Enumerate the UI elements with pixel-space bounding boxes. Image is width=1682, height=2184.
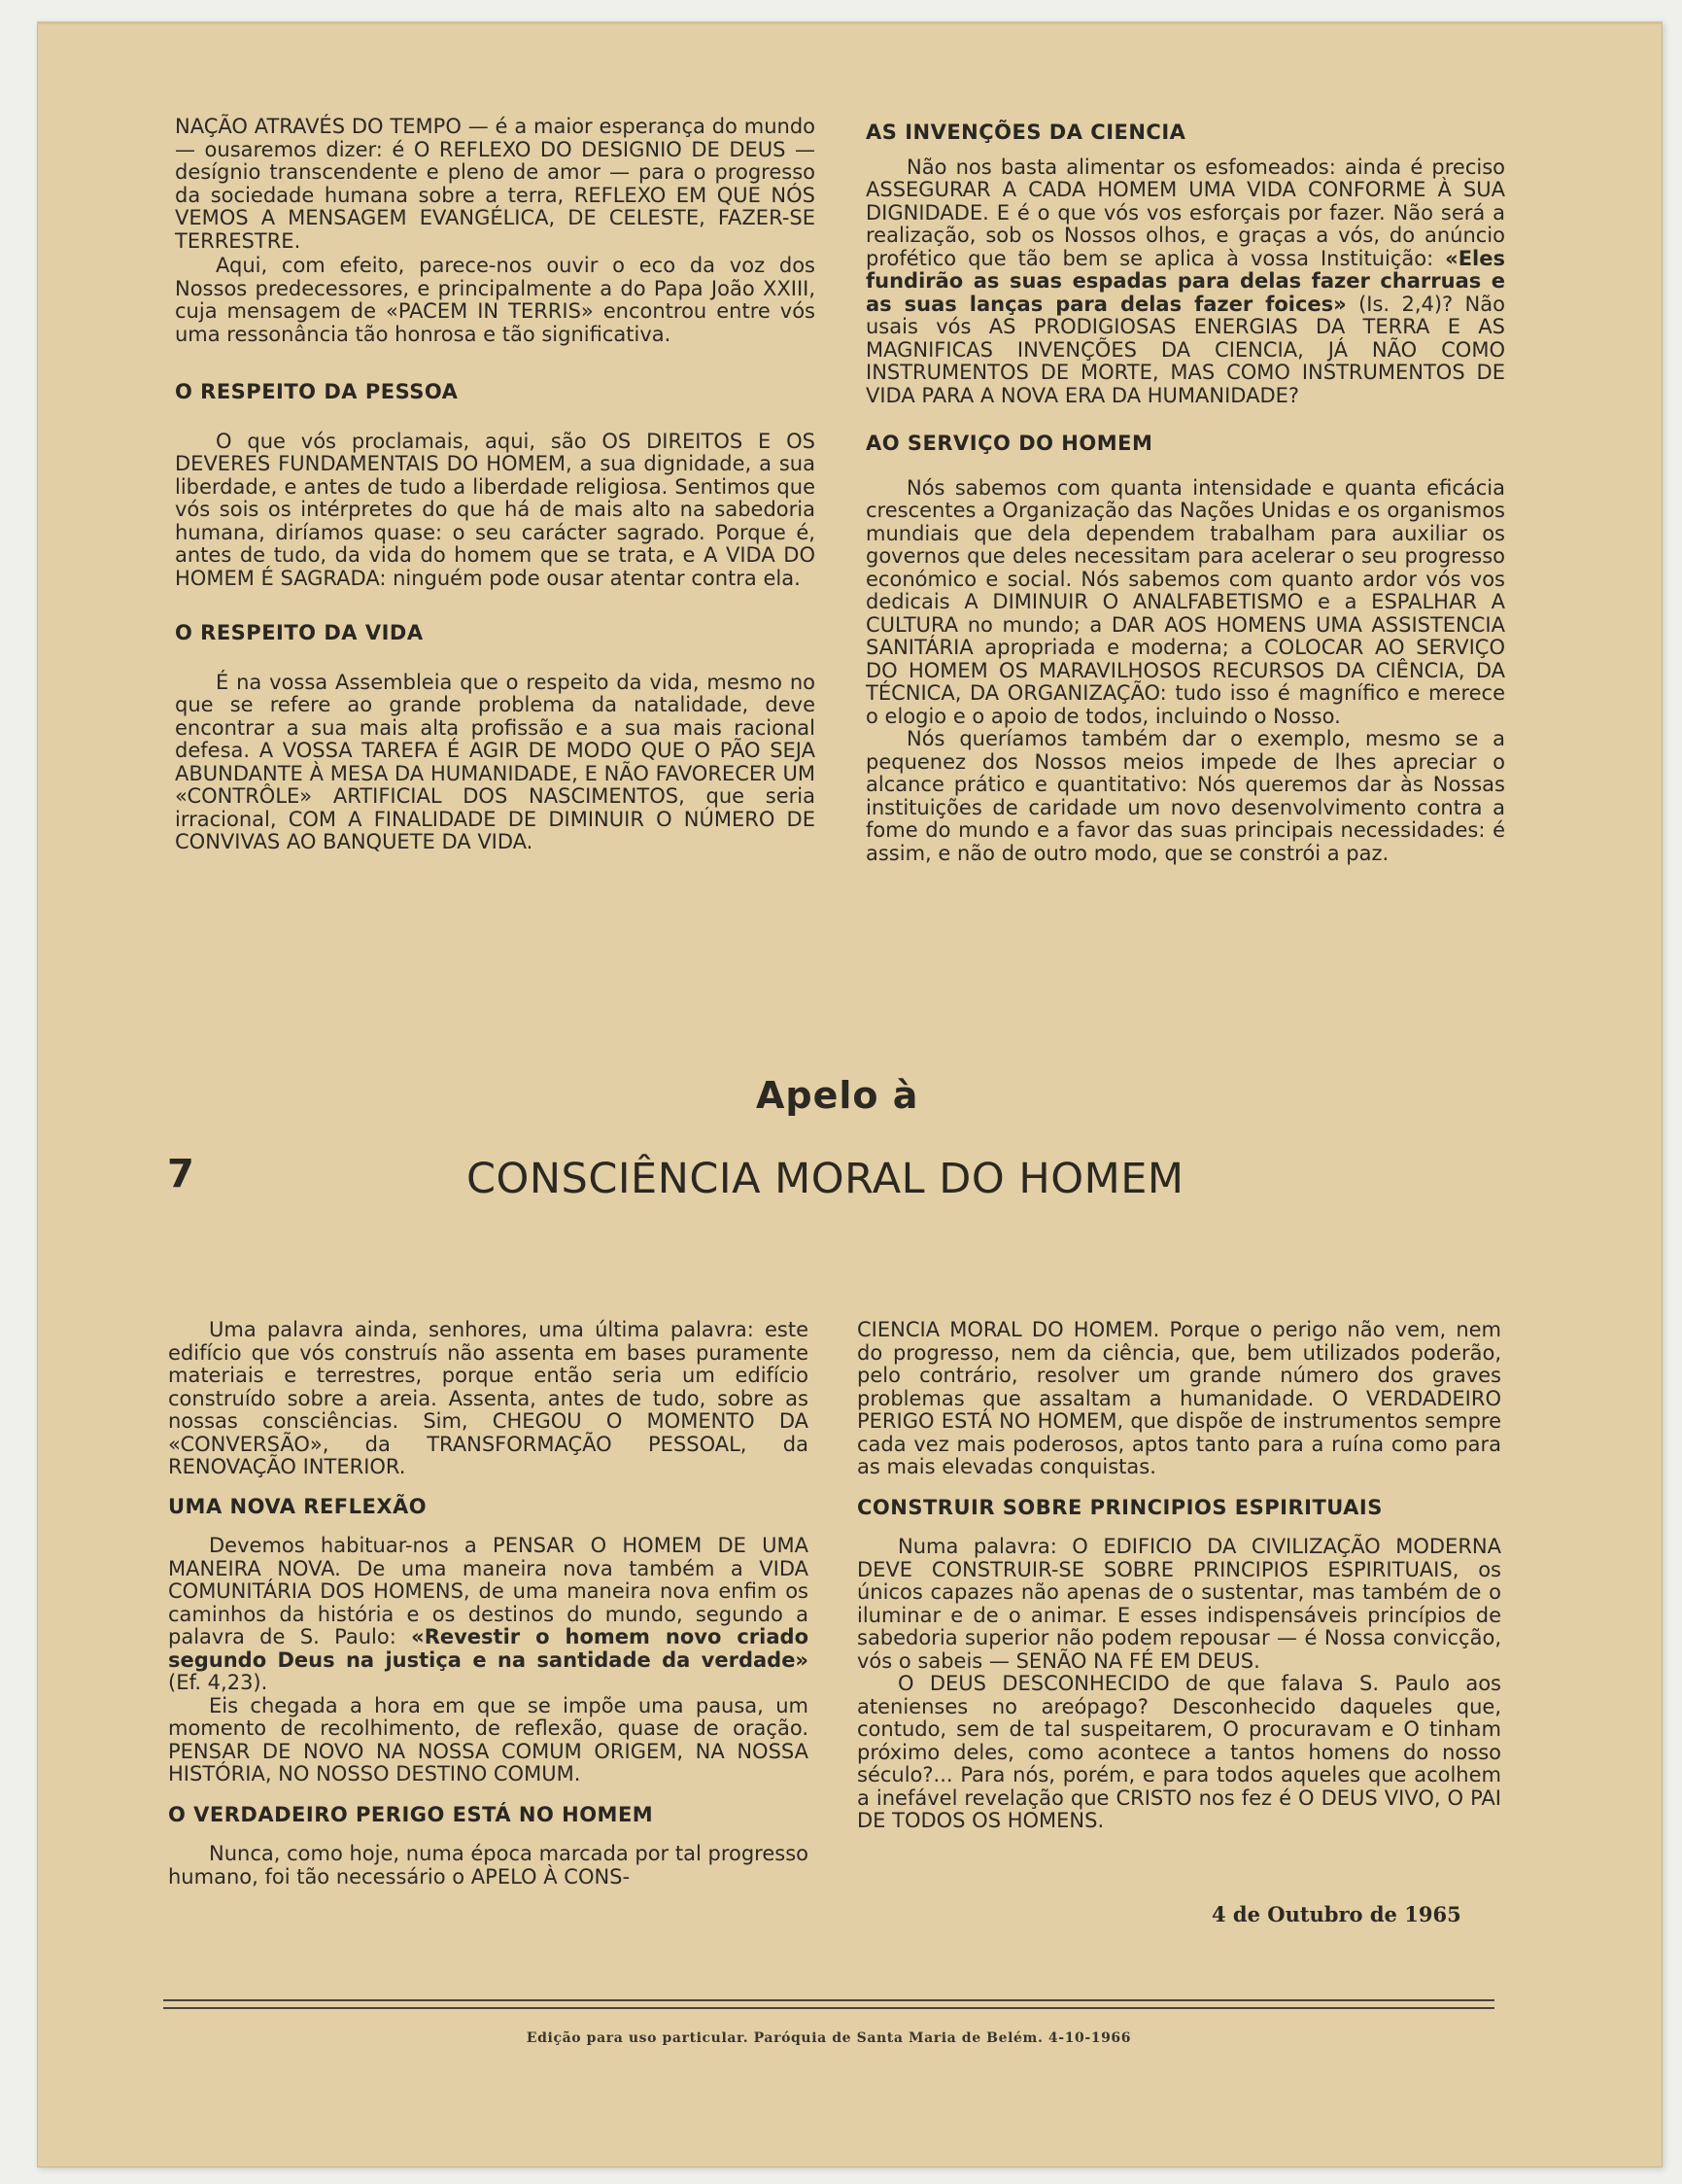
section-title: CONSCIÊNCIA MORAL DO HOMEM [466, 1155, 1184, 1203]
paragraph: CIENCIA MORAL DO HOMEM. Porque o perigo não vem, nem do progresso, nem da ciência, que, bem utilizados poderão, pelo contrário, resolver um grande número dos graves problemas que assaltam a humanidade. O VERDADEIRO PERIGO ESTÁ NO HOMEM, que dispõe de instrumentos sempre cada vez mais poderosos, aptos tanto para a ruína como para as mais elevadas conquistas. [857, 1318, 1501, 1478]
paragraph: O que vós proclamais, aqui, são OS DIREITOS E OS DEVERES FUNDAMENTAIS DO HOMEM, a sua dignidade, a sua liberdade, e antes de tudo a liberdade religiosa. Sentimos que vós sois os intérpretes do que há de mais alto na sabedoria humana, diríamos quase: o seu carácter sagrado. Porque é, antes de tudo, da vida do homem que se trata, e A VIDA DO HOMEM É SAGRADA: ninguém pode ousar atentar contra ela. [175, 429, 815, 590]
paragraph-text: (Is. 2,4)? Não usais vós AS PRODIGIOSAS ENERGIAS DA TERRA E AS MAGNIFICAS INVENÇÕES DA CIENCIA, JÁ NÃO COMO INSTRUMENTOS DE MORTE, MAS COMO INSTRUMENTOS DE VIDA PARA A NOVA ERA DA HUMANIDADE? [866, 292, 1505, 407]
paragraph: Numa palavra: O EDIFICIO DA CIVILIZAÇÃO MODERNA DEVE CONSTRUIR-SE SOBRE PRINCIPIOS ESPIRITUAIS, os únicos capazes não apenas de o sustentar, mas também de o iluminar e de o animar. E esses indispensáveis princípios de sabedoria superior não podem repousar — é Nossa convicção, vós o sabeis — SENÃO NA FÉ EM DEUS. [857, 1535, 1501, 1673]
section-heading: UMA NOVA REFLEXÃO [168, 1494, 428, 1518]
paragraph-text: (Ef. 4,23). [168, 1671, 268, 1694]
footer-rule-top [163, 1999, 1494, 2001]
section-heading: O VERDADEIRO PERIGO ESTÁ NO HOMEM [168, 1802, 654, 1826]
paragraph: É na vossa Assembleia que o respeito da vida, mesmo no que se refere ao grande problema da natalidade, deve encontrar a sua mais alta profissão e a sua mais racional defesa. A VOSSA TAREFA É AGIR DE MODO QUE O PÃO SEJA ABUNDANTE À MESA DA HUMANIDADE, E NÃO FAVORECER UM «CONTRÔLE» ARTIFICIAL DOS NASCIMENTOS, que seria irracional, COM A FINALIDADE DE DIMINUIR O NÚMERO DE CONVIVAS AO BANQUETE DA VIDA. [175, 670, 815, 853]
date-line: 4 de Outubro de 1965 [1212, 1902, 1461, 1926]
paragraph-text: Devemos habituar-nos a PENSAR O HOMEM DE UMA MANEIRA NOVA. De uma maneira nova também a VIDA COMUNITÁRIA DOS HOMENS, de uma maneira nova enfim os caminhos da história e os destinos do mundo, segundo a palavra de S. Paulo: [168, 1534, 808, 1648]
paragraph: NAÇÃO ATRAVÉS DO TEMPO — é a maior esperança do mundo — ousaremos dizer: é O REFLEXO DO DESIGNIO DE DEUS — desígnio transcendente e pleno de amor — para o progresso da sociedade humana sobre a terra, REFLEXO EM QUE NÓS VEMOS A MENSAGEM EVANGÉLICA, DE CELESTE, FAZER-SE TERRESTRE. [175, 115, 815, 253]
paragraph: Eis chegada a hora em que se impõe uma pausa, um momento de recolhimento, de reflexão, quase de oração. PENSAR DE NOVO NA NOSSA COMUM ORIGEM, NA NOSSA HISTÓRIA, NO NOSSO DESTINO COMUM. [168, 1693, 808, 1785]
right-column-top [866, 121, 1505, 865]
footer-imprint: Edição para uso particular. Paróquia de Santa Maria de Belém. 4-10-1966 [526, 2030, 1132, 2046]
bible-quote: «Revestir o homem novo criado segundo Deus na justiça e na santidade da verdade» [168, 1625, 808, 1672]
section-heading: AS INVENÇÕES DA CIENCIA [866, 121, 1186, 144]
bible-quote: «Eles fundirão as suas espadas para delas fazer charruas e as suas lanças para delas fazer foices» [866, 246, 1505, 316]
paragraph: Nós sabemos com quanta intensidade e quanta eficácia crescentes a Organização das Nações Unidas e os organismos mundiais que dela dependem trabalham para auxiliar os governos que deles necessitam para acelerar o seu progresso económico e social. Nós sabemos com quanto ardor vós vos dedicais A DIMINUIR O ANALFABETISMO e a ESPALHAR A CULTURA no mundo; a DAR AOS HOMENS UMA ASSISTENCIA SANITÁRIA apropriada e moderna; a COLOCAR AO SERVIÇO DO HOMEM OS MARAVILHOSOS RECURSOS DA CIÊNCIA, DA TÉCNICA, DA ORGANIZAÇÃO: tudo isso é magnífico e merece o elogio e o apoio de todos, incluindo o Nosso. [866, 475, 1505, 728]
section-heading: CONSTRUIR SOBRE PRINCIPIOS ESPIRITUAIS [857, 1495, 1383, 1519]
paragraph [866, 156, 1505, 408]
left-column-bottom [168, 1319, 808, 1889]
footer-rule-bottom [163, 2007, 1494, 2009]
section-heading: O RESPEITO DA PESSOA [175, 380, 459, 403]
paragraph: Aqui, com efeito, parece-nos ouvir o eco da voz dos Nossos predecessores, e principalmente a do Papa João XXIII, cuja mensagem de «PACEM IN TERRIS» encontrou entre vós uma ressonância tão honrosa e tão significativa. [175, 254, 815, 346]
paragraph: Nós queríamos também dar o exemplo, mesmo se a pequenez dos Nossos meios impede de lhes apreciar o alcance prático e quantitativo: Nós queremos dar às Nossas instituições de caridade um novo desenvolvimento contra a fome do mundo e a favor das suas principais necessidades: é assim, e não de outro modo, que se constrói a paz. [866, 727, 1505, 865]
section-heading: AO SERVIÇO DO HOMEM [866, 432, 1153, 455]
paragraph: Uma palavra ainda, senhores, uma última palavra: este edifício que vós construís não assenta em bases puramente materiais e terrestres, porque então seria um edifício construído sobre a areia. Assenta, antes de tudo, sobre as nossas consciências. Sim, CHEGOU O MOMENTO DA «CONVERSÃO», da TRANSFORMAÇÃO PESSOAL, da RENOVAÇÃO INTERIOR. [168, 1318, 808, 1478]
page-edge [37, 21, 1663, 24]
left-column-top [175, 116, 815, 854]
paragraph: Nunca, como hoje, numa época marcada por tal progresso humano, foi tão necessário o APELO À CONS- [168, 1842, 808, 1889]
right-column-bottom [857, 1319, 1501, 1833]
paragraph-text: Não nos basta alimentar os esfomeados: ainda é preciso ASSEGURAR A CADA HOMEM UMA VIDA CONFORME À SUA DIGNIDADE. E é o que vós vos esforçais por fazer. Não será a realização, sob os Nossos olhos, e graças a vós, do anúncio profético que tão bem se aplica à vossa Instituição: [866, 155, 1505, 270]
section-number: 7 [167, 1152, 194, 1196]
section-kicker: Apelo à [756, 1074, 919, 1117]
paragraph: O DEUS DESCONHECIDO de que falava S. Paulo aos atenienses no areópago? Desconhecido daqueles que, contudo, sem de tal suspeitarem, O procuravam e O tinham próximo deles, como acontece a tantos homens do nosso século?... Para nós, porém, e para todos aqueles que acolhem a inefável revelação que CRISTO nos fez é O DEUS VIVO, O PAI DE TODOS OS HOMENS. [857, 1672, 1501, 1832]
section-heading: O RESPEITO DA VIDA [175, 621, 424, 644]
paragraph [168, 1535, 808, 1695]
